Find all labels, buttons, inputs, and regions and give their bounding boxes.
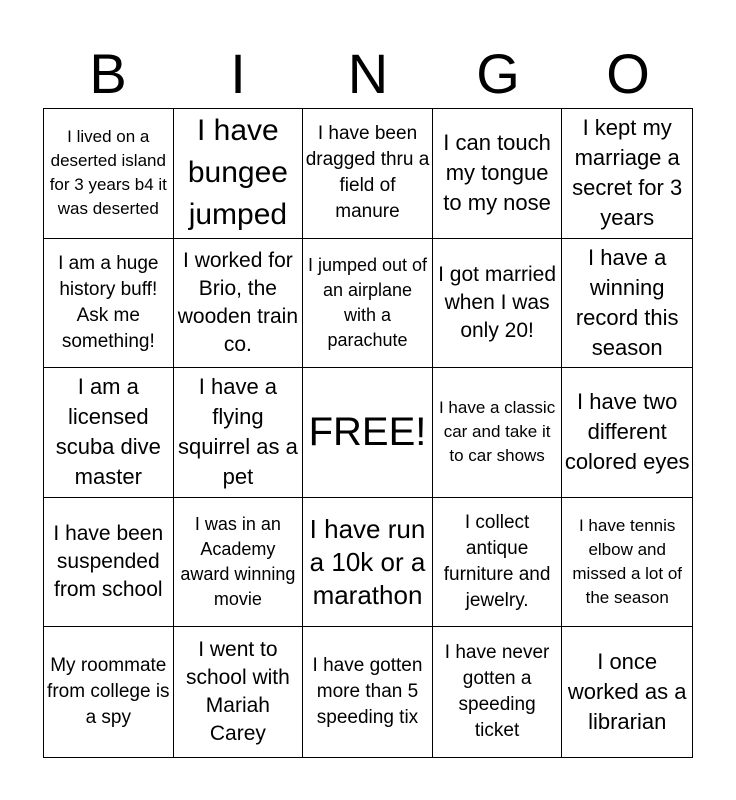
cell-text: I have never gotten a speeding ticket (444, 642, 550, 742)
cell-text: I kept my marriage a secret for 3 years (572, 115, 683, 231)
header-letter-n: N (347, 42, 389, 105)
header-letter-i: I (230, 42, 246, 105)
cell-text: I lived on a deserted island for 3 years b4 it was deserted (49, 127, 167, 219)
bingo-cell-r4-c4[interactable] (433, 498, 563, 628)
cell-text: I have been dragged thru a field of manure (305, 123, 430, 223)
cell-text: I once worked as a librarian (567, 649, 687, 735)
cell-text: I went to school with Mariah Carey (185, 638, 290, 746)
bingo-cell-r4-c3[interactable] (303, 498, 433, 628)
bingo-cell-r2-c2[interactable] (174, 239, 304, 369)
cell-text: I have bungee jumped (187, 114, 288, 232)
bingo-cell-r2-c4[interactable] (433, 239, 563, 369)
cell-text: I have a classic car and take it to car shows (438, 398, 556, 466)
bingo-board (43, 108, 693, 758)
bingo-cell-r2-c5[interactable] (562, 239, 692, 369)
header-letter-b: B (89, 42, 127, 105)
bingo-cell-r4-c5[interactable] (562, 498, 692, 628)
bingo-cell-r5-c1[interactable] (44, 627, 174, 757)
cell-text: I can touch my tongue to my nose (443, 130, 551, 216)
cell-text: I am a huge history buff! Ask me something! (58, 252, 159, 352)
bingo-cell-r4-c1[interactable] (44, 498, 174, 628)
bingo-cell-r5-c4[interactable] (433, 627, 563, 757)
cell-text: I worked for Brio, the wooden train co. (177, 248, 299, 356)
bingo-cell-r2-c1[interactable] (44, 239, 174, 369)
cell-text: I have run a 10k or a marathon (309, 513, 426, 610)
cell-text free-space: FREE! (308, 410, 427, 455)
bingo-cell-r3-c2[interactable] (174, 368, 304, 498)
cell-text: I have gotten more than 5 speeding tix (312, 655, 423, 729)
bingo-cell-r3-c3[interactable] (303, 368, 433, 498)
bingo-cell-r1-c3[interactable] (303, 109, 433, 239)
bingo-cell-r2-c3[interactable] (303, 239, 433, 369)
cell-text: I have a flying squirrel as a pet (177, 374, 298, 490)
cell-text: I have tennis elbow and missed a lot of the season (572, 516, 682, 608)
cell-text: I am a licensed scuba dive master (55, 374, 161, 490)
bingo-cell-r4-c2[interactable] (174, 498, 304, 628)
header-letter-o: O (606, 42, 650, 105)
bingo-cell-r5-c2[interactable] (174, 627, 304, 757)
bingo-cell-r5-c5[interactable] (562, 627, 692, 757)
bingo-cell-r1-c4[interactable] (433, 109, 563, 239)
bingo-cell-r3-c5[interactable] (562, 368, 692, 498)
cell-text: I have two different colored eyes (564, 389, 690, 475)
cell-text: I collect antique furniture and jewelry. (443, 512, 551, 612)
bingo-cell-r3-c1[interactable] (44, 368, 174, 498)
header-letter-g: G (476, 42, 520, 105)
cell-text: I have a winning record this season (575, 244, 679, 360)
bingo-cell-r1-c2[interactable] (174, 109, 304, 239)
cell-text: I have been suspended from school (53, 522, 164, 602)
bingo-cell-r1-c1[interactable] (44, 109, 174, 239)
cell-text: I was in an Academy award winning movie (180, 514, 296, 610)
cell-text: My roommate from college is a spy (47, 655, 170, 729)
cell-text: I got married when I was only 20! (438, 262, 557, 342)
bingo-header (43, 40, 693, 108)
bingo-cell-r3-c4[interactable] (433, 368, 563, 498)
bingo-cell-r5-c3[interactable] (303, 627, 433, 757)
bingo-cell-r1-c5[interactable] (562, 109, 692, 239)
cell-text: I jumped out of an airplane with a parachute (307, 254, 428, 350)
